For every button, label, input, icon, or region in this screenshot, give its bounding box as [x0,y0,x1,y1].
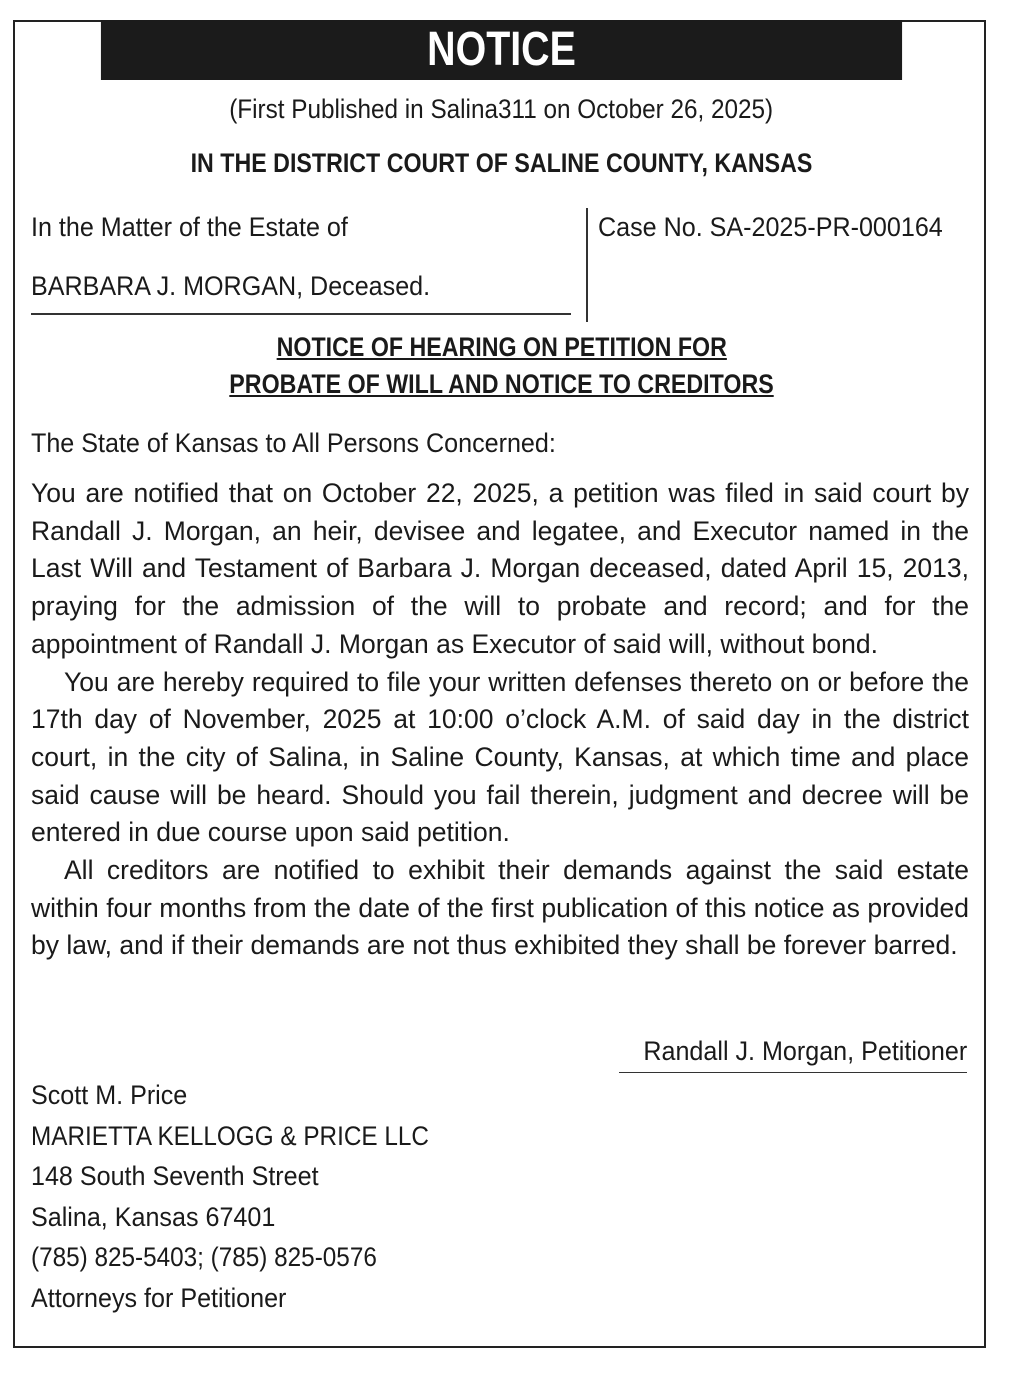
subject-line-2: PROBATE OF WILL AND NOTICE TO CREDITORS [229,369,774,399]
paragraph-defenses: You are hereby required to file your written defenses thereto on or before the 17th day of November, 2025 at 10:00 o’clock A.M. of said day in the district court, in the city of Salina, in Saline County, Kansas, at which time and place said cause will be heard. Should you fail therein, judgment and decree will be entered in due course upon said petition. [31,666,969,848]
notice-title: NOTICE [101,20,902,80]
petitioner-signature: Randall J. Morgan, Petitioner [619,1036,967,1073]
court-heading: IN THE DISTRICT COURT OF SALINE COUNTY, KANSAS [190,148,813,178]
matter-line: In the Matter of the Estate of [31,212,348,242]
notice-body [31,475,969,965]
decedent-line: BARBARA J. MORGAN, Deceased. [31,271,431,301]
case-number: Case No. SA-2025-PR-000164 [598,212,943,242]
attorney-phones: (785) 825-5403; (785) 825-0576 [31,1242,377,1272]
publication-line: (First Published in Salina311 on October 26, 2025) [229,94,774,124]
paragraph-petition: You are notified that on October 22, 2025, a petition was filed in said court by Randall J. Morgan, an heir, devisee and legatee, and Executor named in the Last Will and Testament of Barbara J. Morgan deceased, dated April 15, 2013, praying for the admission of the will to probate and record; and for the appointment of Randall J. Morgan as Executor of said will, without bond. [31,478,969,659]
paragraph-creditors: All creditors are notified to exhibit their demands against the said estate within four months from the date of the first publication of this notice as provided by law, and if their demands are not thus exhibited they shall be forever barred. [31,855,969,961]
attorney-city: Salina, Kansas 67401 [31,1201,276,1232]
salutation: The State of Kansas to All Persons Concerned: [31,428,556,458]
subject-line-1: NOTICE OF HEARING ON PETITION FOR [276,332,727,362]
caption-divider [586,208,588,322]
caption-underline [31,313,571,315]
legal-notice [13,20,986,1348]
attorney-name: Scott M. Price [31,1080,188,1110]
attorney-firm: MARIETTA KELLOGG & PRICE LLC [31,1120,429,1151]
attorney-role: Attorneys for Petitioner [31,1282,287,1313]
attorney-street: 148 South Seventh Street [31,1161,319,1191]
attorney-block [31,1075,473,1318]
